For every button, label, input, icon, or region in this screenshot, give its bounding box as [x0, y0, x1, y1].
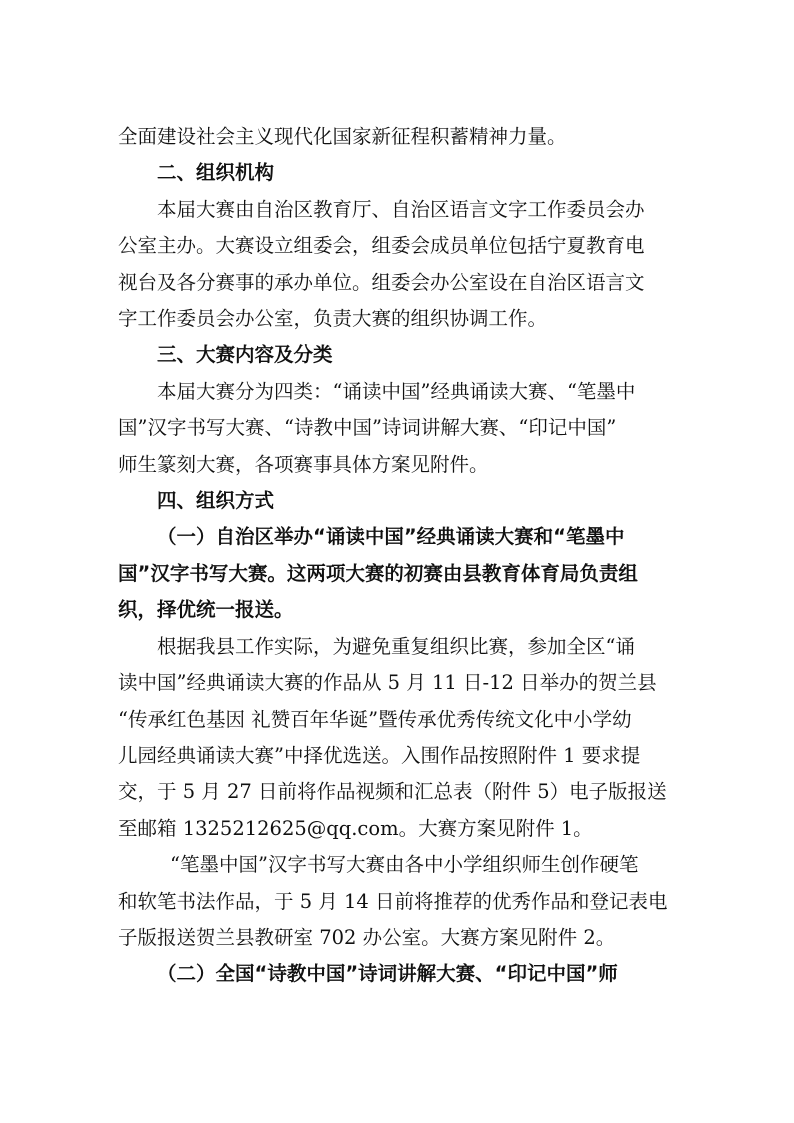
subsection-heading-line: （二）全国“诗教中国”诗词讲解大赛、“印记中国”师 — [157, 962, 618, 986]
body-line: 师生篆刻大赛，各项赛事具体方案见附件。 — [118, 452, 489, 476]
body-line: 视台及各分赛事的承办单位。组委会办公室设在自治区语言文 — [118, 270, 645, 294]
section-heading-method: 四、组织方式 — [157, 489, 275, 513]
body-line: 国”汉字书写大赛、“诗教中国”诗词讲解大赛、“印记中国” — [118, 416, 617, 440]
body-line: 儿园经典诵读大赛”中择优选送。入围作品按照附件 1 要求提 — [118, 743, 641, 767]
body-line: 读中国”经典诵读大赛的作品从 5 月 11 日-12 日举办的贺兰县 — [118, 671, 657, 695]
body-line: 交，于 5 月 27 日前将作品视频和汇总表（附件 5）电子版报送 — [118, 780, 667, 804]
body-line: 本届大赛由自治区教育厅、自治区语言文字工作委员会办 — [157, 197, 645, 221]
body-line: 至邮箱 1325212625@qq.com。大赛方案见附件 1。 — [118, 816, 593, 840]
body-line: 全面建设社会主义现代化国家新征程积蓄精神力量。 — [118, 125, 567, 148]
body-line: 和软笔书法作品，于 5 月 14 日前将推荐的优秀作品和登记表电 — [118, 889, 668, 913]
subsection-heading-line: （一）自治区举办“诵读中国”经典诵读大赛和“笔墨中 — [157, 525, 625, 549]
body-line: 根据我县工作实际，为避免重复组织比赛，参加全区“诵 — [157, 634, 635, 658]
section-heading-content: 三、大赛内容及分类 — [157, 343, 333, 367]
body-line: “传承红色基因 礼赞百年华诞”暨传承优秀传统文化中小学幼 — [118, 707, 632, 731]
section-heading-organization: 二、组织机构 — [157, 161, 275, 185]
subsection-heading-line: 织，择优统一报送。 — [118, 598, 294, 622]
body-line: 本届大赛分为四类：“诵读中国”经典诵读大赛、“笔墨中 — [157, 379, 636, 403]
body-line: 子版报送贺兰县教研室 702 办公室。大赛方案见附件 2。 — [118, 925, 616, 949]
subsection-heading-line: 国”汉字书写大赛。这两项大赛的初赛由县教育体育局负责组 — [118, 561, 638, 585]
document-page — [118, 119, 698, 993]
body-line: “笔墨中国”汉字书写大赛由各中小学组织师生创作硬笔 — [170, 853, 639, 877]
body-line: 字工作委员会办公室，负责大赛的组织协调工作。 — [118, 307, 548, 331]
body-line: 公室主办。大赛设立组委会，组委会成员单位包括宁夏教育电 — [118, 234, 645, 258]
